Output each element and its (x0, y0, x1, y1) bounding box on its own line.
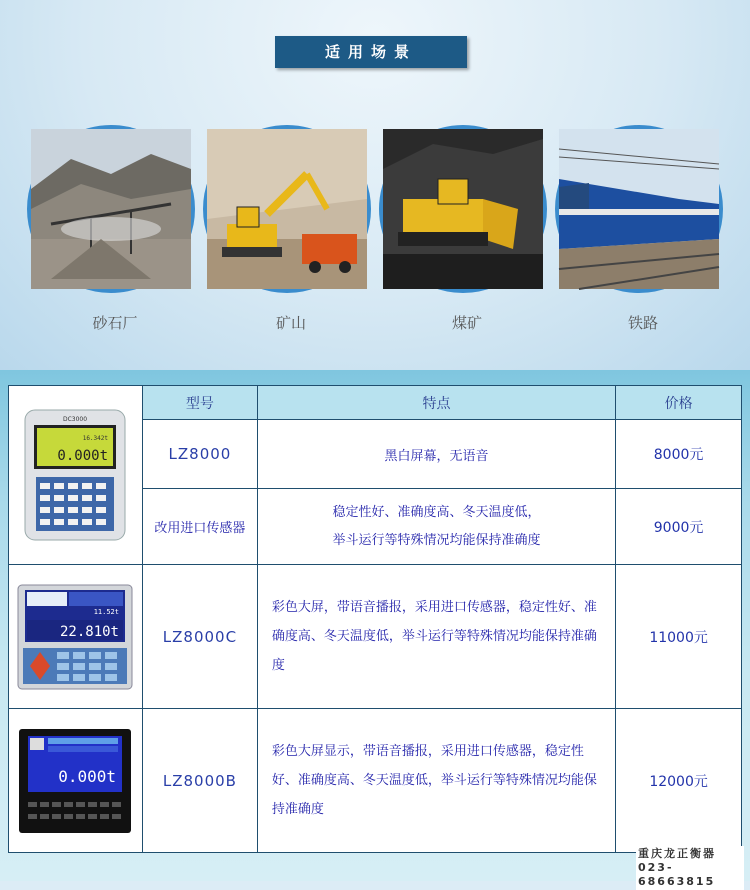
coal-bulldozer-image (379, 125, 547, 293)
row-features: 彩色大屏显示，带语音播报，采用进口传感器，稳定性好、准确度高、冬天温度低，举斗运行等特殊情况均能保持准确度 (271, 744, 597, 817)
watermark-phone: 023-68663815 (638, 861, 716, 888)
excavator-image (203, 125, 371, 293)
watermark-company: 重庆龙正衡器 (638, 847, 716, 860)
row-features: 彩色大屏，带语音播报，采用进口传感器，稳定性好、准确度高、冬天温度低，举斗运行等特殊情况均能保持准确度 (271, 600, 597, 673)
row-price: 11000元 (649, 629, 708, 646)
train-image (555, 125, 723, 293)
watermark (636, 846, 744, 890)
table-row (9, 709, 742, 853)
device-image-lz8000b (9, 709, 143, 853)
row-price: 9000元 (653, 519, 704, 536)
row-model: 改用进口传感器 (154, 521, 246, 536)
row-price: 8000元 (653, 447, 704, 463)
quarry-image (27, 125, 195, 293)
row-model: LZ8000 (168, 445, 232, 463)
row-model: LZ8000B (162, 771, 237, 790)
device1-reading: 0.000t (57, 448, 109, 464)
scene-label-mine: 矿山 (275, 314, 306, 332)
scene-label-quarry: 砂石厂 (92, 314, 138, 332)
device2-small1: 11.52t (94, 607, 120, 616)
header-features: 特点 (422, 395, 451, 412)
header-model: 型号 (185, 395, 214, 412)
scene-label-railway: 铁路 (627, 314, 658, 332)
device1-brand: DC3000 (63, 416, 88, 423)
section-title: 适用场景 (275, 36, 467, 68)
row-model: LZ8000C (162, 627, 238, 646)
device-image-lz8000 (9, 386, 143, 565)
scenes-section (0, 0, 750, 370)
device3-reading: 0.000t (58, 766, 117, 786)
row-features-line2: 举斗运行等特殊情况均能保持准确度 (332, 532, 541, 548)
device1-small1: 16.342t (83, 435, 109, 442)
table-row (9, 565, 742, 709)
row-price: 12000元 (649, 773, 708, 790)
row-features-line1: 稳定性好、准确度高、冬天温度低， (332, 504, 541, 520)
device2-reading: 22.810t (60, 623, 120, 640)
price-table (8, 385, 742, 853)
device-image-lz8000c (9, 565, 143, 709)
row-features: 黑白屏幕，无语音 (384, 448, 489, 464)
header-price: 价格 (664, 395, 693, 412)
scene-label-coal: 煤矿 (451, 314, 482, 332)
